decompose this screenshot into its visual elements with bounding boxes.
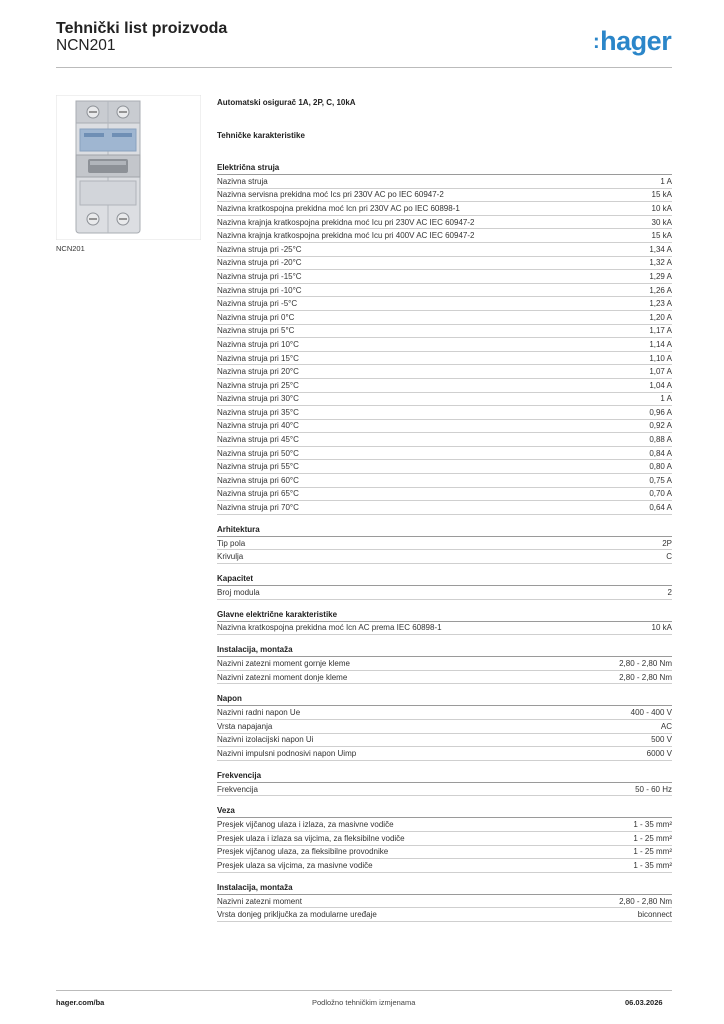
spec-label: Nazivna krajnja kratkospojna prekidna moć Icu pri 400V AC IEC 60947-2 xyxy=(217,231,475,241)
spec-value: 1 - 35 mm² xyxy=(633,860,672,870)
spec-row xyxy=(217,270,672,284)
section-title: Tehničke karakteristike xyxy=(217,131,305,140)
spec-row xyxy=(217,846,672,860)
spec-value: 1,07 A xyxy=(649,367,672,377)
spec-value: 1,29 A xyxy=(649,271,672,281)
spec-label: Nazivna struja pri 20°C xyxy=(217,367,299,377)
spec-label: Frekvencija xyxy=(217,784,258,794)
spec-label: Nazivni radni napon Ue xyxy=(217,708,301,718)
spec-row xyxy=(217,216,672,230)
spec-value: 0,96 A xyxy=(649,407,672,417)
circuit-breaker-icon xyxy=(56,95,201,240)
spec-value: 1,20 A xyxy=(649,312,672,322)
spec-label: Nazivna struja pri 55°C xyxy=(217,462,299,472)
footer-website[interactable]: hager.com/ba xyxy=(56,998,105,1007)
spec-row xyxy=(217,297,672,311)
spec-row xyxy=(217,474,672,488)
spec-label: Nazivna struja pri 5°C xyxy=(217,326,295,336)
spec-label: Nazivna struja pri 65°C xyxy=(217,489,299,499)
spec-row xyxy=(217,406,672,420)
logo-text: hager xyxy=(600,26,672,56)
spec-value: 1 A xyxy=(660,394,672,404)
spec-value: 0,64 A xyxy=(649,503,672,513)
spec-value: 1,04 A xyxy=(649,380,672,390)
spec-label: Nazivna struja pri 60°C xyxy=(217,475,299,485)
product-code: NCN201 xyxy=(56,37,116,54)
product-image-caption: NCN201 xyxy=(56,244,85,253)
footer-divider xyxy=(56,990,672,991)
spec-label: Nazivna struja xyxy=(217,176,268,186)
spec-row xyxy=(217,895,672,909)
product-name: Automatski osigurač 1A, 2P, C, 10kA xyxy=(217,98,356,107)
spec-value: 1,34 A xyxy=(649,244,672,254)
spec-group-title: Veza xyxy=(217,805,672,818)
spec-row xyxy=(217,783,672,797)
spec-value: 2,80 - 2,80 Nm xyxy=(619,672,672,682)
spec-value: C xyxy=(666,552,672,562)
spec-value: 1,14 A xyxy=(649,339,672,349)
spec-row xyxy=(217,338,672,352)
spec-label: Nazivna struja pri 40°C xyxy=(217,421,299,431)
spec-value: 1,26 A xyxy=(649,285,672,295)
spec-row xyxy=(217,393,672,407)
spec-row xyxy=(217,243,672,257)
spec-row xyxy=(217,537,672,551)
spec-value: 10 kA xyxy=(651,623,672,633)
spec-row xyxy=(217,175,672,189)
spec-label: Nazivna struja pri 30°C xyxy=(217,394,299,404)
spec-label: Nazivna struja pri 10°C xyxy=(217,339,299,349)
spec-row xyxy=(217,657,672,671)
spec-value: 6000 V xyxy=(646,748,672,758)
spec-value: 0,92 A xyxy=(649,421,672,431)
spec-row xyxy=(217,818,672,832)
spec-row xyxy=(217,501,672,515)
spec-row xyxy=(217,229,672,243)
spec-label: Nazivna struja pri -5°C xyxy=(217,299,298,309)
spec-group-title: Glavne električne karakteristike xyxy=(217,609,672,622)
spec-value: 0,75 A xyxy=(649,475,672,485)
spec-value: 10 kA xyxy=(651,203,672,213)
spec-label: Presjek ulaza sa vijcima, za masivne vodiče xyxy=(217,860,373,870)
spec-row xyxy=(217,433,672,447)
spec-label: Nazivni izolacijski napon Ui xyxy=(217,735,314,745)
spec-value: 15 kA xyxy=(651,190,672,200)
spec-label: Nazivna struja pri 0°C xyxy=(217,312,295,322)
spec-label: Tip pola xyxy=(217,538,246,548)
spec-value: 1,10 A xyxy=(649,353,672,363)
spec-row xyxy=(217,586,672,600)
spec-value: 15 kA xyxy=(651,231,672,241)
spec-row xyxy=(217,189,672,203)
spec-label: Broj modula xyxy=(217,587,260,597)
spec-label: Nazivna servisna prekidna moć Ics pri 230V AC po IEC 60947-2 xyxy=(217,190,444,200)
spec-row xyxy=(217,257,672,271)
spec-row xyxy=(217,734,672,748)
spec-group-title: Instalacija, montaža xyxy=(217,882,672,895)
spec-row xyxy=(217,420,672,434)
footer-date: 06.03.2026 xyxy=(625,998,663,1007)
spec-label: Nazivna struja pri 25°C xyxy=(217,380,299,390)
spec-value: 2,80 - 2,80 Nm xyxy=(619,896,672,906)
spec-row xyxy=(217,622,672,636)
spec-value: 1 - 25 mm² xyxy=(633,847,672,857)
spec-value: 0,88 A xyxy=(649,435,672,445)
spec-group-title: Kapacitet xyxy=(217,573,672,586)
spec-label: Nazivna struja pri 70°C xyxy=(217,503,299,513)
spec-label: Presjek vijčanog ulaza, za fleksibilne provodnike xyxy=(217,847,389,857)
spec-label: Nazivna struja pri -10°C xyxy=(217,285,302,295)
spec-row xyxy=(217,488,672,502)
spec-row xyxy=(217,908,672,922)
spec-value: AC xyxy=(660,721,672,731)
spec-group-title: Električna struja xyxy=(217,162,672,175)
spec-row xyxy=(217,284,672,298)
spec-value: 400 - 400 V xyxy=(630,708,672,718)
spec-label: Presjek vijčanog ulaza i izlaza, za masivne vodiče xyxy=(217,820,394,830)
spec-value: 1,32 A xyxy=(649,258,672,268)
spec-row xyxy=(217,460,672,474)
spec-group-title: Napon xyxy=(217,693,672,706)
spec-tables xyxy=(217,153,672,922)
spec-value: 1,23 A xyxy=(649,299,672,309)
spec-label: Nazivni zatezni moment donje kleme xyxy=(217,672,348,682)
product-image xyxy=(56,95,201,240)
spec-value: 0,84 A xyxy=(649,448,672,458)
spec-label: Nazivni zatezni moment xyxy=(217,896,302,906)
spec-row xyxy=(217,379,672,393)
spec-row xyxy=(217,202,672,216)
spec-row xyxy=(217,365,672,379)
spec-row xyxy=(217,747,672,761)
spec-value: biconnect xyxy=(637,910,672,920)
spec-row xyxy=(217,832,672,846)
spec-row xyxy=(217,706,672,720)
page-title: Tehnički list proizvoda xyxy=(56,20,228,37)
footer-notice: Podložno tehničkim izmjenama xyxy=(312,998,416,1007)
spec-label: Nazivni zatezni moment gornje kleme xyxy=(217,659,350,669)
spec-value: 0,80 A xyxy=(649,462,672,472)
spec-value: 2,80 - 2,80 Nm xyxy=(619,659,672,669)
spec-label: Nazivna struja pri 50°C xyxy=(217,448,299,458)
spec-row xyxy=(217,352,672,366)
spec-label: Nazivna struja pri 15°C xyxy=(217,353,299,363)
hager-logo xyxy=(593,26,671,57)
logo-mark-icon: : xyxy=(593,31,600,53)
spec-row xyxy=(217,859,672,873)
spec-value: 1,17 A xyxy=(649,326,672,336)
spec-group-title: Instalacija, montaža xyxy=(217,644,672,657)
spec-label: Krivulja xyxy=(217,552,244,562)
spec-value: 2 xyxy=(667,587,672,597)
spec-label: Nazivna kratkospojna prekidna moć Icn pri 230V AC po IEC 60898-1 xyxy=(217,203,460,213)
spec-label: Nazivni impulsni podnosivi napon Uimp xyxy=(217,748,357,758)
spec-label: Nazivna krajnja kratkospojna prekidna moć Icu pri 230V AC IEC 60947-2 xyxy=(217,217,475,227)
spec-value: 50 - 60 Hz xyxy=(635,784,672,794)
spec-row xyxy=(217,550,672,564)
spec-row xyxy=(217,720,672,734)
spec-row xyxy=(217,671,672,685)
spec-label: Nazivna struja pri -25°C xyxy=(217,244,302,254)
spec-label: Nazivna kratkospojna prekidna moć Icn AC prema IEC 60898-1 xyxy=(217,623,442,633)
spec-value: 1 - 35 mm² xyxy=(633,820,672,830)
spec-row xyxy=(217,311,672,325)
spec-group-title: Arhitektura xyxy=(217,524,672,537)
spec-label: Vrsta donjeg priključka za modularne uređaje xyxy=(217,910,377,920)
spec-value: 1 A xyxy=(660,176,672,186)
spec-label: Vrsta napajanja xyxy=(217,721,273,731)
spec-label: Nazivna struja pri 35°C xyxy=(217,407,299,417)
spec-value: 500 V xyxy=(651,735,672,745)
spec-value: 2P xyxy=(662,538,672,548)
spec-label: Nazivna struja pri 45°C xyxy=(217,435,299,445)
spec-value: 1 - 25 mm² xyxy=(633,833,672,843)
spec-label: Nazivna struja pri -20°C xyxy=(217,258,302,268)
header-divider xyxy=(56,67,672,68)
spec-value: 0,70 A xyxy=(649,489,672,499)
spec-value: 30 kA xyxy=(651,217,672,227)
spec-row xyxy=(217,447,672,461)
spec-label: Presjek ulaza i izlaza sa vijcima, za fleksibilne vodiče xyxy=(217,833,405,843)
spec-label: Nazivna struja pri -15°C xyxy=(217,271,302,281)
spec-row xyxy=(217,325,672,339)
spec-group-title: Frekvencija xyxy=(217,770,672,783)
